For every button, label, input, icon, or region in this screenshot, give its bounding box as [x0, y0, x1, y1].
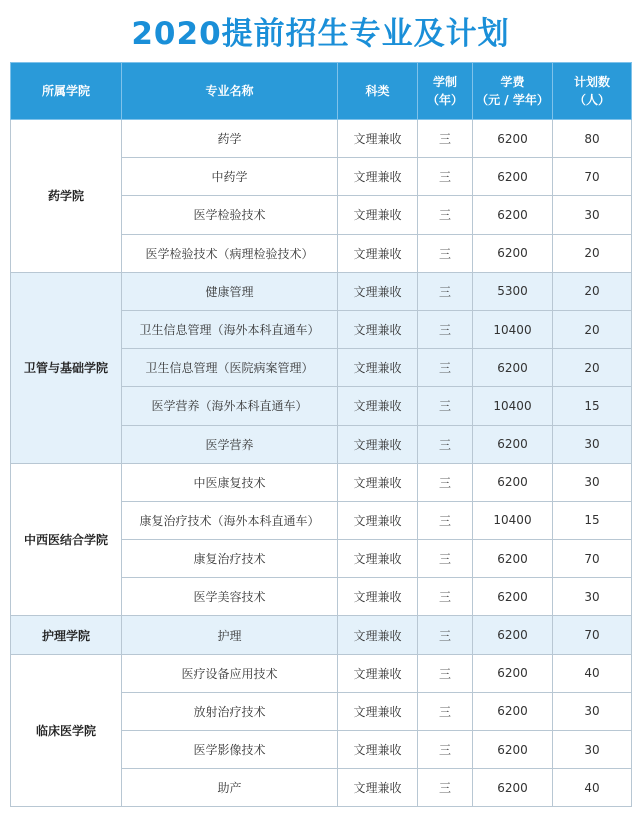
category-cell: 文理兼收	[338, 387, 418, 425]
fee-cell: 6200	[473, 463, 553, 501]
table-row	[11, 120, 632, 158]
major-cell: 放射治疗技术	[122, 692, 338, 730]
category-cell: 文理兼收	[338, 310, 418, 348]
major-cell: 中医康复技术	[122, 463, 338, 501]
major-cell: 医疗设备应用技术	[122, 654, 338, 692]
category-cell: 文理兼收	[338, 120, 418, 158]
major-cell: 卫生信息管理（海外本科直通车）	[122, 310, 338, 348]
category-cell: 文理兼收	[338, 578, 418, 616]
college-cell: 临床医学院	[11, 654, 122, 807]
table-row	[11, 654, 632, 692]
plan-cell: 70	[553, 540, 632, 578]
duration-cell: 三	[418, 158, 473, 196]
plan-cell: 20	[553, 349, 632, 387]
major-cell: 卫生信息管理（医院病案管理）	[122, 349, 338, 387]
category-cell: 文理兼收	[338, 158, 418, 196]
duration-cell: 三	[418, 654, 473, 692]
category-cell: 文理兼收	[338, 425, 418, 463]
major-cell: 助产	[122, 769, 338, 807]
fee-cell: 6200	[473, 578, 553, 616]
fee-cell: 6200	[473, 692, 553, 730]
table-row	[11, 463, 632, 501]
category-cell: 文理兼收	[338, 272, 418, 310]
duration-cell: 三	[418, 349, 473, 387]
fee-cell: 6200	[473, 540, 553, 578]
fee-cell: 6200	[473, 769, 553, 807]
category-cell: 文理兼收	[338, 769, 418, 807]
major-cell: 医学营养	[122, 425, 338, 463]
major-cell: 药学	[122, 120, 338, 158]
fee-cell: 6200	[473, 158, 553, 196]
major-cell: 医学营养（海外本科直通车）	[122, 387, 338, 425]
category-cell: 文理兼收	[338, 196, 418, 234]
enrollment-plan-table	[10, 62, 632, 807]
major-cell: 医学检验技术（病理检验技术）	[122, 234, 338, 272]
table-body	[11, 120, 632, 807]
duration-cell: 三	[418, 120, 473, 158]
fee-cell: 6200	[473, 654, 553, 692]
duration-cell: 三	[418, 425, 473, 463]
fee-cell: 10400	[473, 501, 553, 539]
category-cell: 文理兼收	[338, 501, 418, 539]
college-cell: 中西医结合学院	[11, 463, 122, 616]
header-college: 所属学院	[11, 63, 122, 120]
table-row	[11, 616, 632, 654]
major-cell: 康复治疗技术（海外本科直通车）	[122, 501, 338, 539]
fee-cell: 10400	[473, 387, 553, 425]
plan-cell: 20	[553, 310, 632, 348]
table-header-row	[11, 63, 632, 120]
duration-cell: 三	[418, 387, 473, 425]
duration-cell: 三	[418, 272, 473, 310]
plan-cell: 15	[553, 501, 632, 539]
page-title: 2020提前招生专业及计划	[131, 15, 510, 52]
header-duration	[418, 63, 473, 120]
fee-cell: 6200	[473, 349, 553, 387]
duration-cell: 三	[418, 540, 473, 578]
plan-cell: 70	[553, 158, 632, 196]
header-category: 科类	[338, 63, 418, 120]
header-fee-label: 学费	[500, 75, 525, 89]
header-plan-label: 计划数	[573, 75, 610, 89]
major-cell: 医学影像技术	[122, 731, 338, 769]
plan-cell: 30	[553, 731, 632, 769]
major-cell: 康复治疗技术	[122, 540, 338, 578]
duration-cell: 三	[418, 310, 473, 348]
header-duration-label: 学制	[432, 75, 457, 89]
plan-cell: 30	[553, 463, 632, 501]
category-cell: 文理兼收	[338, 463, 418, 501]
fee-cell: 10400	[473, 310, 553, 348]
major-cell: 医学检验技术	[122, 196, 338, 234]
category-cell: 文理兼收	[338, 654, 418, 692]
fee-cell: 6200	[473, 196, 553, 234]
header-fee	[473, 63, 553, 120]
table-row	[11, 272, 632, 310]
major-cell: 护理	[122, 616, 338, 654]
category-cell: 文理兼收	[338, 234, 418, 272]
duration-cell: 三	[418, 769, 473, 807]
fee-cell: 6200	[473, 120, 553, 158]
header-plan	[553, 63, 632, 120]
fee-cell: 6200	[473, 731, 553, 769]
header-major: 专业名称	[122, 63, 338, 120]
duration-cell: 三	[418, 234, 473, 272]
duration-cell: 三	[418, 501, 473, 539]
category-cell: 文理兼收	[338, 349, 418, 387]
college-cell: 卫管与基础学院	[11, 272, 122, 463]
category-cell: 文理兼收	[338, 692, 418, 730]
duration-cell: 三	[418, 616, 473, 654]
fee-cell: 6200	[473, 425, 553, 463]
college-cell: 护理学院	[11, 616, 122, 654]
plan-cell: 30	[553, 425, 632, 463]
header-duration-unit: （年）	[426, 93, 463, 107]
header-fee-unit: （元 / 学年）	[476, 93, 549, 107]
plan-cell: 40	[553, 769, 632, 807]
duration-cell: 三	[418, 731, 473, 769]
college-cell: 药学院	[11, 120, 122, 273]
duration-cell: 三	[418, 196, 473, 234]
major-cell: 中药学	[122, 158, 338, 196]
fee-cell: 6200	[473, 234, 553, 272]
fee-cell: 6200	[473, 616, 553, 654]
plan-cell: 80	[553, 120, 632, 158]
major-cell: 医学美容技术	[122, 578, 338, 616]
fee-cell: 5300	[473, 272, 553, 310]
plan-cell: 30	[553, 578, 632, 616]
plan-cell: 70	[553, 616, 632, 654]
category-cell: 文理兼收	[338, 731, 418, 769]
major-cell: 健康管理	[122, 272, 338, 310]
plan-cell: 20	[553, 234, 632, 272]
plan-cell: 15	[553, 387, 632, 425]
duration-cell: 三	[418, 463, 473, 501]
plan-cell: 30	[553, 196, 632, 234]
header-plan-unit: （人）	[573, 93, 610, 107]
plan-cell: 40	[553, 654, 632, 692]
duration-cell: 三	[418, 578, 473, 616]
duration-cell: 三	[418, 692, 473, 730]
category-cell: 文理兼收	[338, 616, 418, 654]
plan-cell: 30	[553, 692, 632, 730]
category-cell: 文理兼收	[338, 540, 418, 578]
plan-cell: 20	[553, 272, 632, 310]
